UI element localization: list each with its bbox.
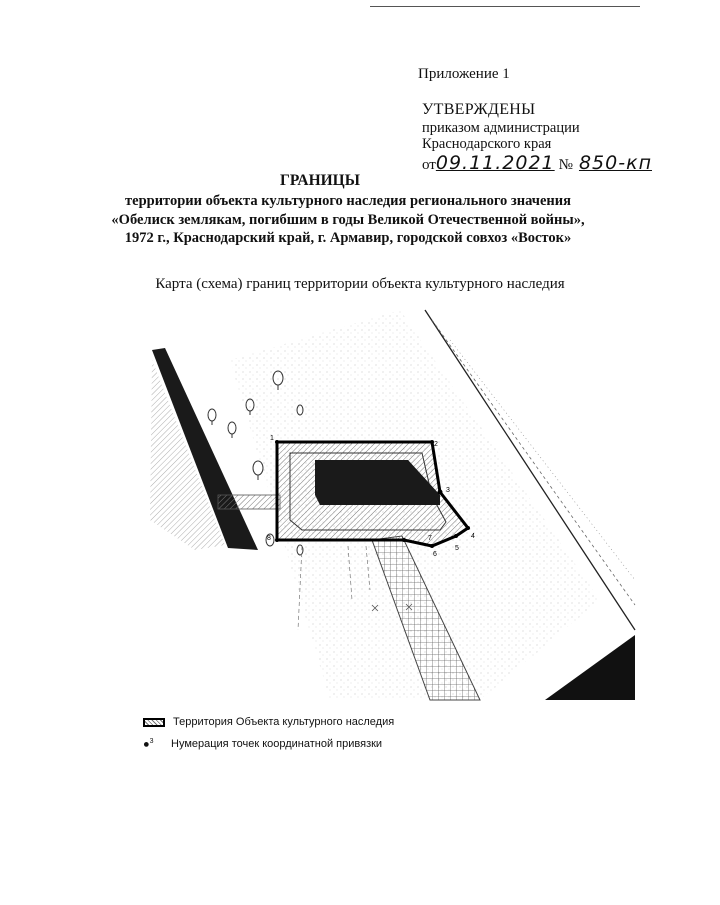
boundary-map bbox=[150, 300, 635, 700]
point-label-5: 5 bbox=[455, 545, 459, 552]
order-line-2: Краснодарского края bbox=[422, 136, 552, 152]
number-sign: № bbox=[558, 157, 573, 173]
point-label-3: 3 bbox=[446, 487, 450, 494]
legend-territory bbox=[143, 716, 394, 728]
order-date-row bbox=[422, 152, 652, 174]
handwritten-date: 09.11.2021 bbox=[435, 152, 555, 174]
approved-heading: УТВЕРЖДЕНЫ bbox=[422, 101, 536, 118]
handwritten-number: 850-кп bbox=[578, 152, 652, 174]
point-label-1: 1 bbox=[270, 435, 274, 442]
point-label-2: 2 bbox=[434, 441, 438, 448]
point-label-7: 7 bbox=[428, 535, 432, 542]
legend-point-symbol: ●$^3$ bbox=[143, 738, 154, 751]
legend-points-label: Нумерация точек координатной привязки bbox=[171, 738, 383, 751]
map-caption: Карта (схема) границ территории объекта культурного наследия bbox=[155, 276, 565, 292]
point-label-8: 8 bbox=[267, 535, 271, 542]
boundary-map-svg bbox=[150, 300, 635, 700]
legend-point-number: 3 bbox=[149, 738, 154, 745]
point-label-4: 4 bbox=[471, 533, 475, 540]
point-label-6: 6 bbox=[433, 551, 437, 558]
dark-corner bbox=[545, 635, 635, 700]
appendix-label: Приложение 1 bbox=[418, 66, 510, 82]
top-rule bbox=[370, 6, 640, 7]
order-line-1: приказом администрации bbox=[422, 120, 580, 136]
legend-territory-label: Территория Объекта культурного наследия bbox=[173, 716, 395, 728]
legend-territory-swatch bbox=[143, 718, 165, 727]
document-title: ГРАНИЦЫ bbox=[280, 172, 360, 189]
date-prefix: от bbox=[422, 157, 436, 173]
access-path bbox=[218, 495, 280, 509]
document-subtitle: территории объекта культурного наследия регионального значения «Обелиск землякам, погибшим в годы Великой Отечественной войны», 1972 г., Краснодарский край, г. Армавир, городской совхоз «Восток» bbox=[111, 193, 585, 246]
legend-points bbox=[143, 738, 382, 751]
